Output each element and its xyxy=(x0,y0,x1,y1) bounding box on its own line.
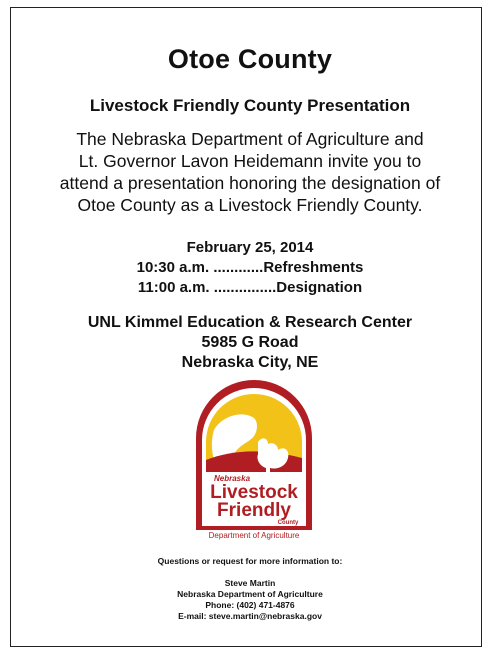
venue xyxy=(0,313,500,373)
contact-name: Steve Martin xyxy=(224,578,276,588)
contact-question: Questions or request for more information to: xyxy=(157,556,343,566)
venue-street: 5985 G Road xyxy=(201,334,299,351)
schedule xyxy=(0,238,500,298)
venue-city: Nebraska City, NE xyxy=(181,354,319,371)
schedule-item: 11:00 a.m. ...............Designation xyxy=(137,279,363,296)
invitation-text xyxy=(0,128,500,216)
contact-phone: Phone: (402) 471-4876 xyxy=(205,600,295,610)
logo-word-livestock: Livestock xyxy=(210,482,298,503)
venue-name: UNL Kimmel Education & Research Center xyxy=(87,314,413,331)
contact-org: Nebraska Department of Agriculture xyxy=(177,589,323,599)
logo-state: Nebraska xyxy=(214,474,251,483)
event-date: February 25, 2014 xyxy=(186,239,314,256)
page-title: Otoe County xyxy=(167,44,333,74)
invitation-line: Otoe County as a Livestock Friendly County. xyxy=(77,195,423,215)
subtitle: Livestock Friendly County Presentation xyxy=(89,96,411,115)
contact-email: E-mail: steve.martin@nebraska.gov xyxy=(178,611,322,621)
logo-word-friendly: Friendly xyxy=(217,500,291,521)
contact-info xyxy=(0,556,500,622)
invitation-line: Lt. Governor Lavon Heidemann invite you to xyxy=(78,151,422,171)
invitation-line: The Nebraska Department of Agriculture and xyxy=(76,129,424,149)
logo-department: Department of Agriculture xyxy=(208,531,300,540)
livestock-friendly-logo xyxy=(192,380,316,540)
schedule-item: 10:30 a.m. ............Refreshments xyxy=(136,259,364,276)
invitation-line: attend a presentation honoring the designation of xyxy=(59,173,441,193)
logo-word-county: County xyxy=(277,520,299,526)
